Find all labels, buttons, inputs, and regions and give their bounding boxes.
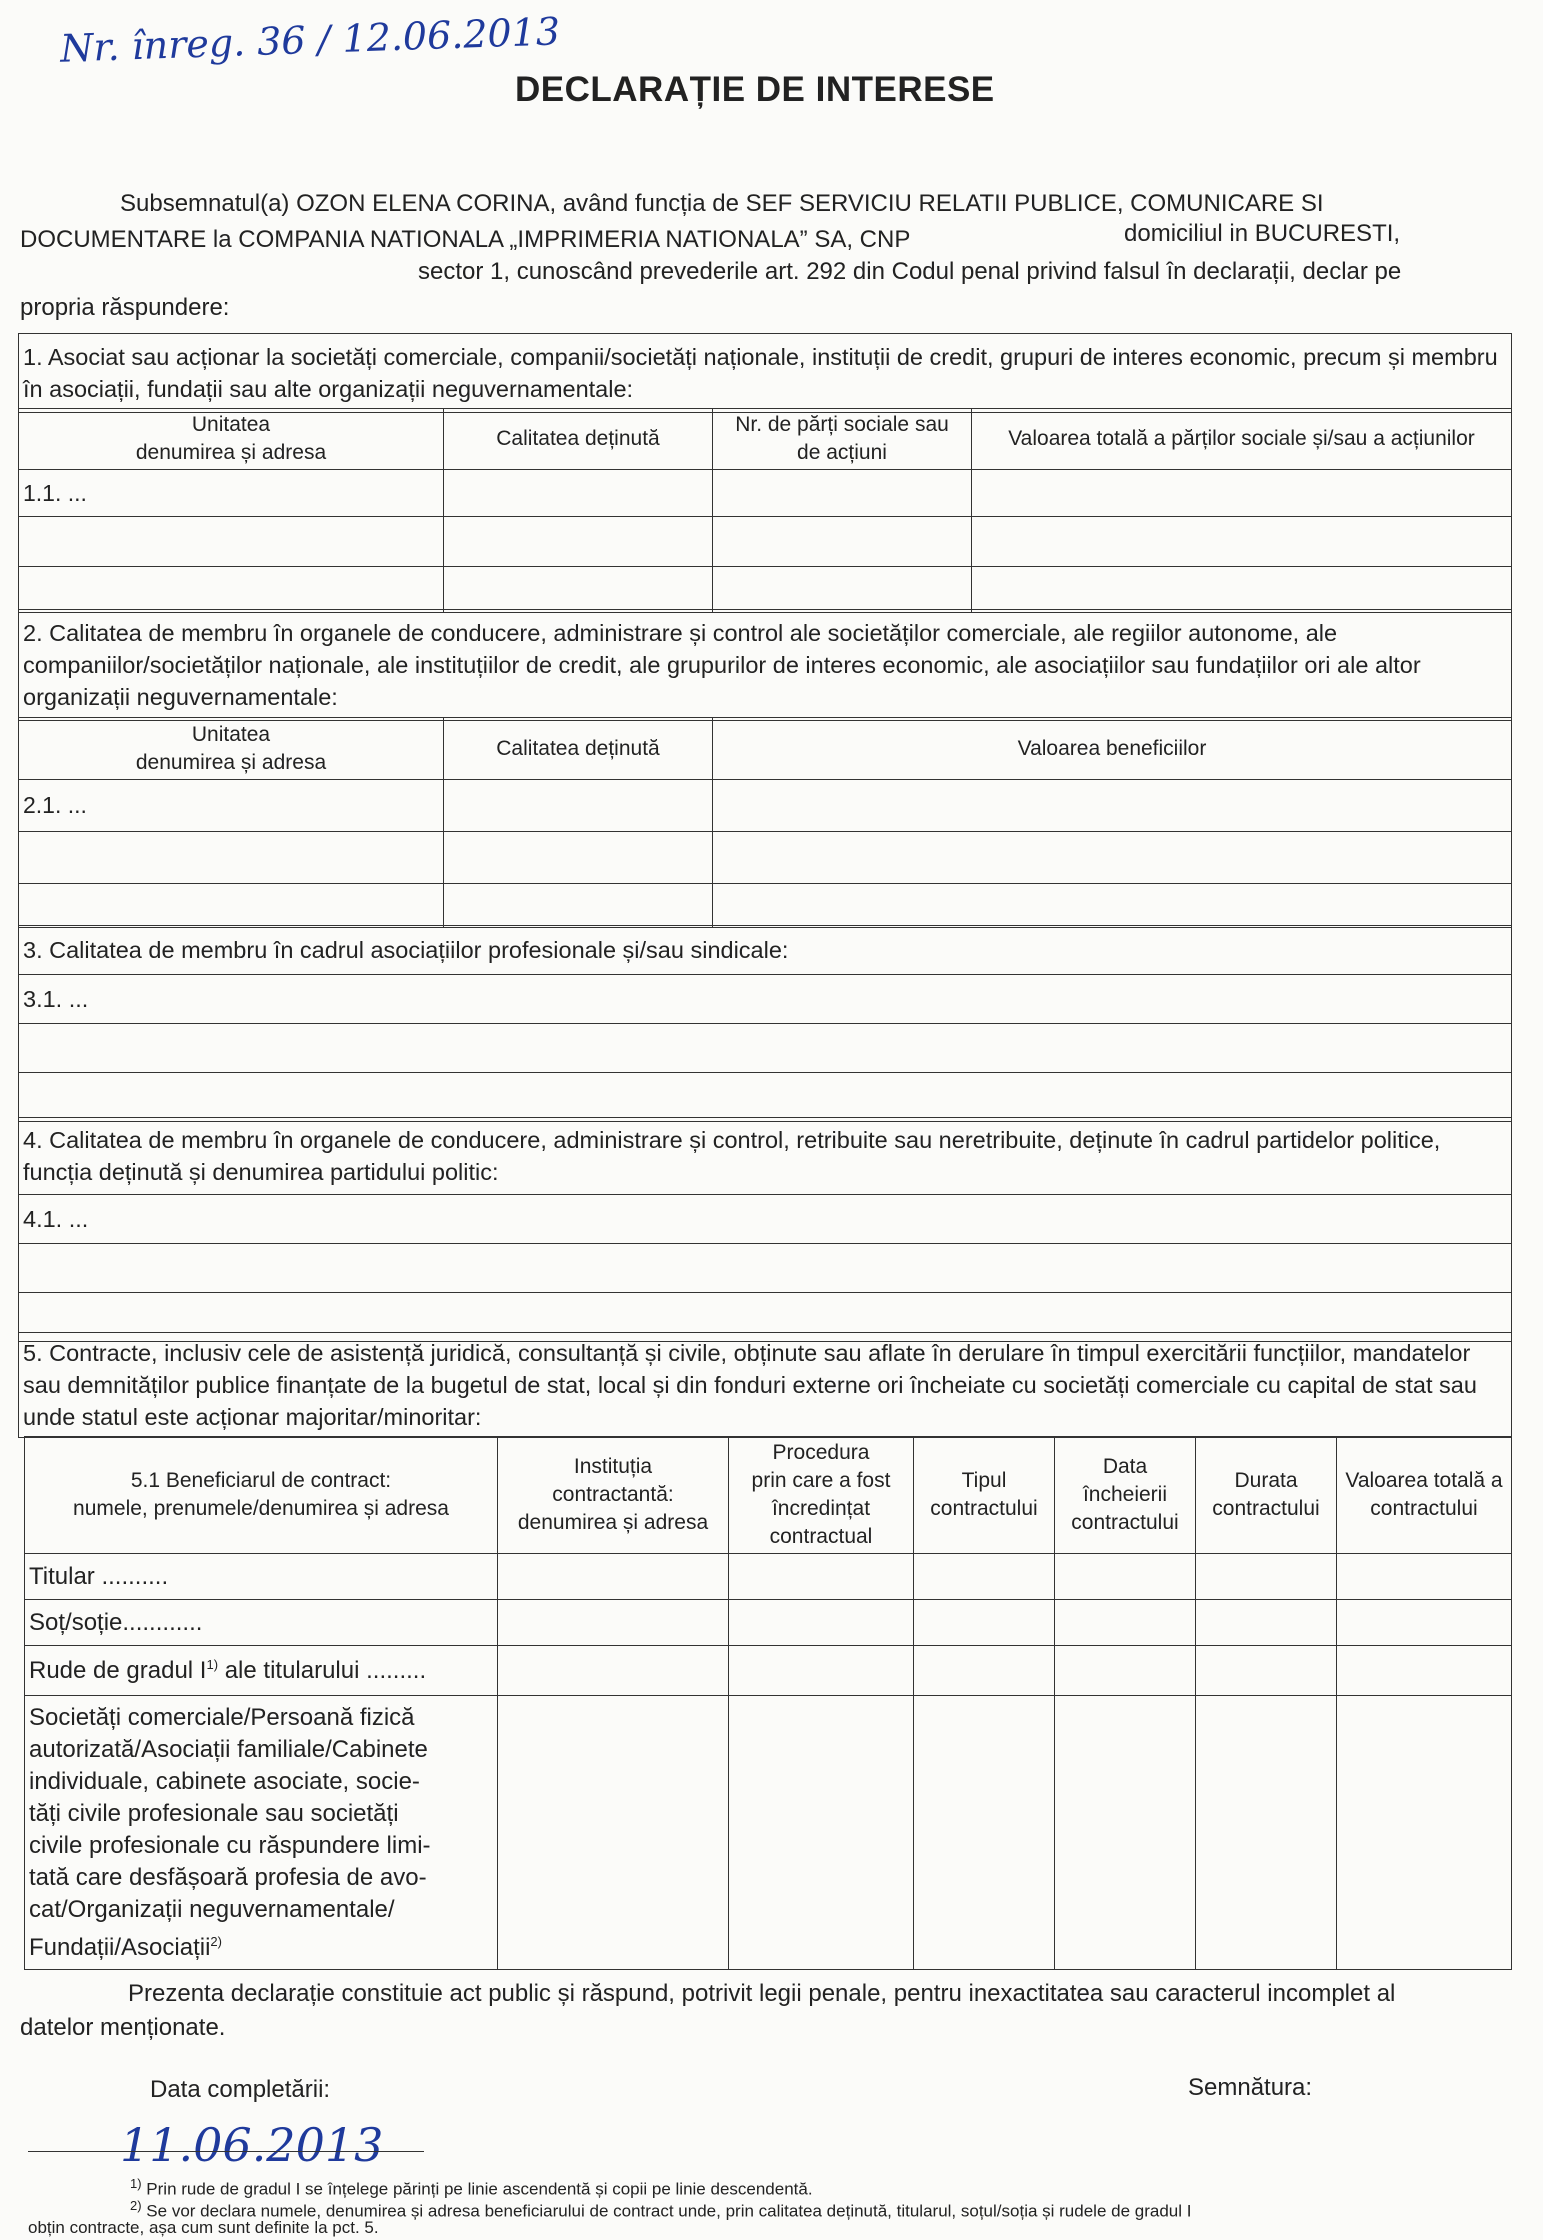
row-label: 3.1. ... <box>19 975 1512 1024</box>
header-tipul: Tipul contractului <box>914 1437 1055 1554</box>
intro-line-3: sector 1, cunoscând prevederile art. 292 din Codul penal privind falsul în declarații, declar pe <box>418 258 1402 285</box>
footnote-2: $^{2)}$ Se vor declara numele, denumirea și adresa beneficiarului de contract unde, prin calitatea deținută, titularul, soțul/soția și rudele de gradul I <box>130 2198 1192 2221</box>
section-1-text: 1. Asociat sau acționar la societăți comerciale, companii/societăți naționale, instituții de credit, grupuri de interes economic, precum și membru în asociații, fundații sau alte organizații neguvernamentale: <box>19 334 1512 413</box>
row-titular: Titular .......... <box>25 1554 498 1600</box>
table-row <box>19 567 1512 613</box>
closing-line-1: Prezenta declarație constituie act public și răspund, potrivit legii penale, pentru inexactitatea sau caracterul incomplet al <box>128 1980 1396 2007</box>
section-3-text: 3. Calitatea de membru în cadrul asociațiilor profesionale și/sau sindicale: <box>19 926 1512 975</box>
section-2-table <box>18 717 1512 928</box>
row-rude: Rude de gradul $I^{1)}$ ale titularului ......... <box>25 1646 498 1696</box>
footnote-3: obțin contracte, așa cum sunt definite la pct. 5. <box>28 2218 379 2237</box>
intro-line-2b: domiciliul in BUCURESTI, <box>1124 220 1401 247</box>
header-unitatea: Unitatea denumirea și adresa <box>19 409 444 470</box>
section-5-table <box>24 1436 1512 1970</box>
section-2-heading <box>18 609 1512 721</box>
section-3-table <box>18 925 1512 1122</box>
header-durata: Durata contractului <box>1196 1437 1337 1554</box>
header-procedura: Procedura prin care a fost încredințat contractual <box>729 1437 914 1554</box>
header-unitatea: Unitatea denumirea și adresa <box>19 718 444 780</box>
header-beneficiar: 5.1 Beneficiarul de contract: numele, prenumele/denumirea și adresa <box>25 1437 498 1554</box>
row-label: 4.1. ... <box>19 1195 1512 1244</box>
table-row <box>25 1646 1512 1696</box>
table-row <box>25 1696 1512 1970</box>
date-value: 11.06.2013 <box>120 2118 384 2172</box>
table-row <box>25 1554 1512 1600</box>
page-title: DECLARAȚIE DE INTERESE <box>515 70 995 109</box>
row-label: 1.1. ... <box>19 470 444 517</box>
header-valoarea: Valoarea totală a părților sociale și/sau a acțiunilor <box>972 409 1512 470</box>
row-sot-sotie: Soț/soție............ <box>25 1600 498 1646</box>
section-4-text: 4. Calitatea de membru în organele de conducere, administrare și control, retribuite sau neretribuite, deținute în cadrul partidelor politice, funcția deținută și denumirea partidului politic: <box>19 1118 1512 1195</box>
section-4-table <box>18 1117 1512 1342</box>
table-row <box>19 832 1512 884</box>
table-row <box>25 1600 1512 1646</box>
header-valoarea: Valoarea totală a contractului <box>1337 1437 1512 1554</box>
row-societati: Societăți comerciale/Persoană fizică autorizată/Asociații familiale/Cabinete individuale, cabinete asociate, socie- tăți civile profesionale sau societăți civile profesionale cu răspundere limi- tată care desfășoară profesia de avo- cat/Organizații neguvernamentale/ Fundații/Asociații$^{2)}$ <box>25 1696 498 1970</box>
table-row <box>19 470 1512 517</box>
header-data: Data încheierii contractului <box>1055 1437 1196 1554</box>
intro-line-1: Subsemnatul(a) OZON ELENA CORINA, având funcția de SEF SERVICIU RELATII PUBLICE, COMUNICARE SI <box>120 190 1324 217</box>
header-nr-parti: Nr. de părți sociale sau de acțiuni <box>713 409 972 470</box>
closing-line-2: datelor menționate. <box>20 2014 226 2041</box>
table-row <box>19 517 1512 567</box>
date-label: Data completării: <box>150 2076 331 2103</box>
header-institutia: Instituția contractantă: denumirea și adresa <box>498 1437 729 1554</box>
registration-number: Nr. înreg. 36 / 12.06.2013 <box>59 9 561 71</box>
section-1-table <box>18 408 1512 613</box>
header-calitatea: Calitatea deținută <box>444 718 713 780</box>
signature-label: Semnătura: <box>1188 2074 1313 2101</box>
header-valoarea-beneficiilor: Valoarea beneficiilor <box>713 718 1512 780</box>
section-1-heading <box>18 333 1512 413</box>
footnote-1: $^{1)}$ Prin rude de gradul I se înțelege părinți pe linie ascendentă și copii pe linie descendentă. <box>130 2176 813 2199</box>
intro-line-2: DOCUMENTARE la COMPANIA NATIONALA „IMPRIMERIA NATIONALA” SA, CNP <box>20 226 911 253</box>
date-underline <box>28 2151 424 2152</box>
table-row <box>19 884 1512 928</box>
table-row <box>19 780 1512 832</box>
intro-line-4: propria răspundere: <box>20 294 230 321</box>
section-5-text: 5. Contracte, inclusiv cele de asistență juridică, consultanță și civile, obținute sau aflate în derulare în timpul exercitării funcțiilor, mandatelor sau demnităților publice finanțate de la bugetul de stat, local și din fonduri externe ori încheiate cu societăți comerciale cu capital de stat sau unde statul este acționar majoritar/minoritar: <box>19 1333 1512 1438</box>
section-2-text: 2. Calitatea de membru în organele de conducere, administrare și control ale societăților comerciale, ale regiilor autonome, ale companiilor/societăților naționale, ale instituțiilor de credit, ale grupurilor de interes economic, ale asociațiilor sau fundațiilor ori ale altor organizații neguvernamentale: <box>19 610 1512 721</box>
section-5-heading <box>18 1332 1512 1438</box>
row-label: 2.1. ... <box>19 780 444 832</box>
header-calitatea: Calitatea deținută <box>444 409 713 470</box>
